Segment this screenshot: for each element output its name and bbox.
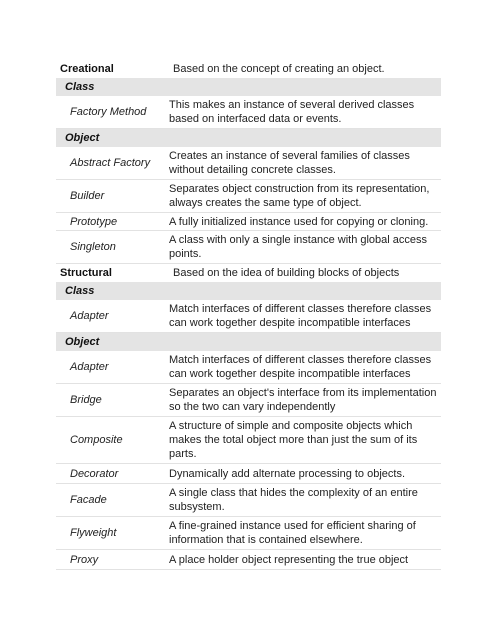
design-patterns-table [56,60,441,570]
pattern-row [56,484,441,517]
pattern-name: Adapter [70,310,109,322]
pattern-name: Proxy [70,553,99,566]
scope-label: Class [65,81,95,93]
pattern-description: A place holder object representing the true object [169,553,409,566]
subheading-row [56,78,441,96]
pattern-row [56,231,441,264]
subheading-row [56,129,441,147]
scope-label: Class [65,285,95,297]
pattern-description: A fine-grained instance used for efficient sharing of information that is contained elsewhere. [169,520,416,546]
category-name: Creational [60,63,114,75]
category-description: Based on the idea of building blocks of objects [173,267,400,279]
subheading-row [56,282,441,300]
pattern-row [56,550,441,570]
pattern-description: A fully initialized instance used for copying or cloning. [169,215,429,228]
subheading-row [56,333,441,351]
scope-label: Object [65,132,100,144]
pattern-description: Match interfaces of different classes therefore classes can work together despite incompatible interfaces [169,303,432,329]
pattern-description: Match interfaces of different classes therefore classes can work together despite incompatible interfaces [169,354,432,380]
pattern-row [56,517,441,550]
category-name: Structural [60,267,112,279]
pattern-row [56,351,441,384]
pattern-description: Separates an object's interface from its implementation so the two can vary independently [169,387,437,413]
pattern-name: Decorator [70,467,119,480]
section-row [56,264,441,282]
pattern-name: Flyweight [70,527,117,539]
pattern-row [56,213,441,231]
pattern-row [56,417,441,464]
category-description: Based on the concept of creating an object. [173,63,385,75]
pattern-row [56,147,441,180]
pattern-description: Separates object construction from its representation, always creates the same type of object. [169,183,430,209]
pattern-name: Prototype [70,215,118,228]
pattern-name: Bridge [70,394,102,406]
pattern-name: Factory Method [70,106,147,118]
pattern-row [56,96,441,129]
pattern-description: Dynamically add alternate processing to objects. [169,467,406,480]
pattern-description: Creates an instance of several families of classes without detailing concrete classes. [169,150,410,176]
pattern-row [56,384,441,417]
section-row [56,60,441,78]
pattern-description: A single class that hides the complexity of an entire subsystem. [169,487,418,513]
pattern-name: Facade [70,494,107,506]
pattern-description: A class with only a single instance with global access points. [169,234,428,260]
pattern-row [56,180,441,213]
pattern-name: Abstract Factory [70,157,151,169]
scope-label: Object [65,336,100,348]
pattern-description: This makes an instance of several derived classes based on interfaced data or events. [169,99,415,125]
pattern-name: Adapter [70,361,109,373]
pattern-row [56,464,441,484]
pattern-description: A structure of simple and composite objects which makes the total object more than just the sum of its parts. [169,420,418,460]
pattern-name: Composite [70,434,123,446]
pattern-row [56,300,441,333]
pattern-name: Singleton [70,241,116,253]
pattern-name: Builder [70,190,105,202]
